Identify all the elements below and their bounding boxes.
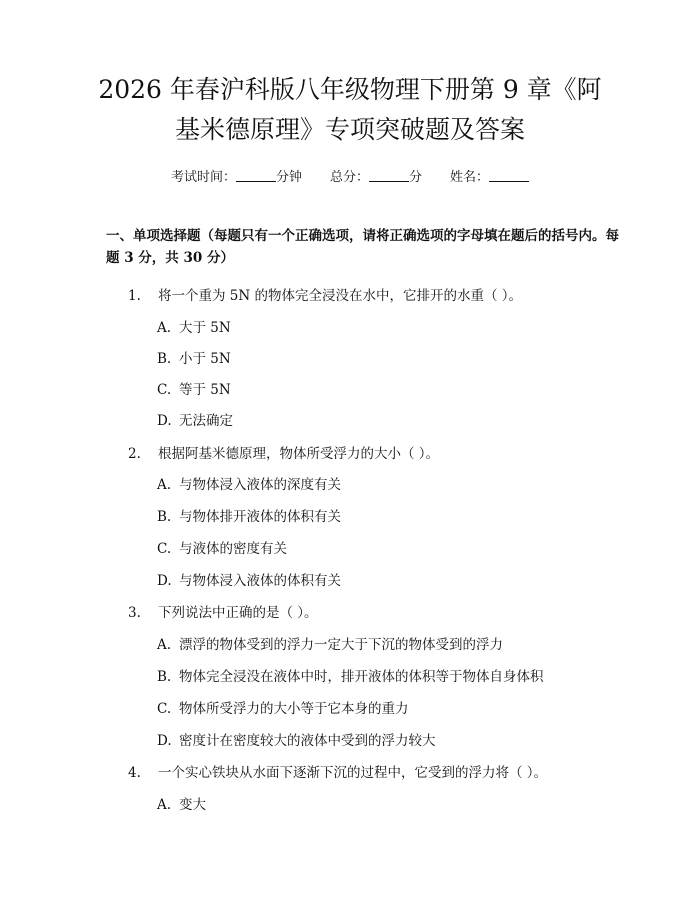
option-1d bbox=[157, 409, 233, 429]
option-2b bbox=[157, 505, 341, 525]
question-number: 2. bbox=[128, 446, 141, 462]
option-text: 物体完全浸没在液体中时，排开液体的体积等于物体自身体积 bbox=[179, 669, 544, 685]
score-unit: 分 bbox=[409, 170, 423, 185]
option-letter: A. bbox=[157, 320, 172, 336]
option-letter: D. bbox=[157, 413, 172, 429]
question-4 bbox=[128, 761, 547, 781]
option-letter: D. bbox=[157, 573, 172, 589]
option-text: 大于 5N bbox=[179, 320, 231, 336]
option-2c bbox=[157, 537, 287, 557]
option-text: 变大 bbox=[179, 797, 206, 813]
score-label: 总分： bbox=[329, 170, 369, 185]
option-text: 物体所受浮力的大小等于它本身的重力 bbox=[179, 701, 409, 717]
option-letter: A. bbox=[157, 797, 172, 813]
option-3a bbox=[157, 633, 503, 653]
question-1 bbox=[128, 284, 522, 304]
section-heading: 一、单项选择题（每题只有一个正确选项，请将正确选项的字母填在题后的括号内。每题 3 分，共 30 分） bbox=[106, 228, 619, 266]
question-text: 一个实心铁块从水面下逐渐下沉的过程中，它受到的浮力将（ ）。 bbox=[158, 765, 548, 781]
option-letter: B. bbox=[157, 669, 172, 685]
option-text: 与物体浸入液体的深度有关 bbox=[179, 477, 341, 493]
score-blank bbox=[369, 169, 409, 182]
option-3c bbox=[157, 697, 409, 717]
time-blank bbox=[236, 169, 276, 182]
option-letter: B. bbox=[157, 351, 172, 367]
option-letter: D. bbox=[157, 733, 172, 749]
option-3b bbox=[157, 665, 544, 685]
time-label: 考试时间： bbox=[170, 170, 236, 185]
name-label: 姓名： bbox=[450, 170, 490, 185]
document-title bbox=[60, 70, 640, 150]
question-text: 将一个重为 5N 的物体完全浸没在水中，它排开的水重（ ）。 bbox=[158, 288, 523, 304]
question-number: 1. bbox=[128, 288, 141, 304]
option-1b bbox=[157, 347, 231, 367]
question-number: 4. bbox=[128, 765, 141, 781]
option-letter: A. bbox=[157, 637, 172, 653]
option-letter: A. bbox=[157, 477, 172, 493]
question-2 bbox=[128, 442, 439, 462]
exam-info-line bbox=[0, 166, 700, 185]
option-letter: B. bbox=[157, 509, 172, 525]
option-text: 小于 5N bbox=[179, 351, 231, 367]
option-text: 无法确定 bbox=[179, 413, 233, 429]
option-letter: C. bbox=[157, 382, 172, 398]
option-text: 与物体浸入液体的体积有关 bbox=[179, 573, 341, 589]
title-line-2: 基米德原理》专项突破题及答案 bbox=[174, 115, 525, 144]
option-2a bbox=[157, 473, 341, 493]
option-letter: C. bbox=[157, 541, 172, 557]
title-line-1: 2026 年春沪科版八年级物理下册第 9 章《阿 bbox=[98, 75, 602, 104]
time-unit: 分钟 bbox=[275, 170, 302, 185]
question-number: 3. bbox=[128, 605, 141, 621]
option-1a bbox=[157, 316, 231, 336]
option-text: 漂浮的物体受到的浮力一定大于下沉的物体受到的浮力 bbox=[179, 637, 503, 653]
option-text: 与物体排开液体的体积有关 bbox=[179, 509, 341, 525]
option-3d bbox=[157, 729, 436, 749]
option-4a bbox=[157, 793, 206, 813]
option-letter: C. bbox=[157, 701, 172, 717]
name-blank bbox=[489, 169, 529, 182]
option-text: 密度计在密度较大的液体中受到的浮力较大 bbox=[179, 733, 436, 749]
option-text: 等于 5N bbox=[179, 382, 231, 398]
question-3 bbox=[128, 601, 318, 621]
question-text: 根据阿基米德原理，物体所受浮力的大小（ ）。 bbox=[158, 446, 440, 462]
option-1c bbox=[157, 378, 231, 398]
question-text: 下列说法中正确的是（ ）。 bbox=[158, 605, 318, 621]
option-2d bbox=[157, 569, 341, 589]
option-text: 与液体的密度有关 bbox=[179, 541, 287, 557]
